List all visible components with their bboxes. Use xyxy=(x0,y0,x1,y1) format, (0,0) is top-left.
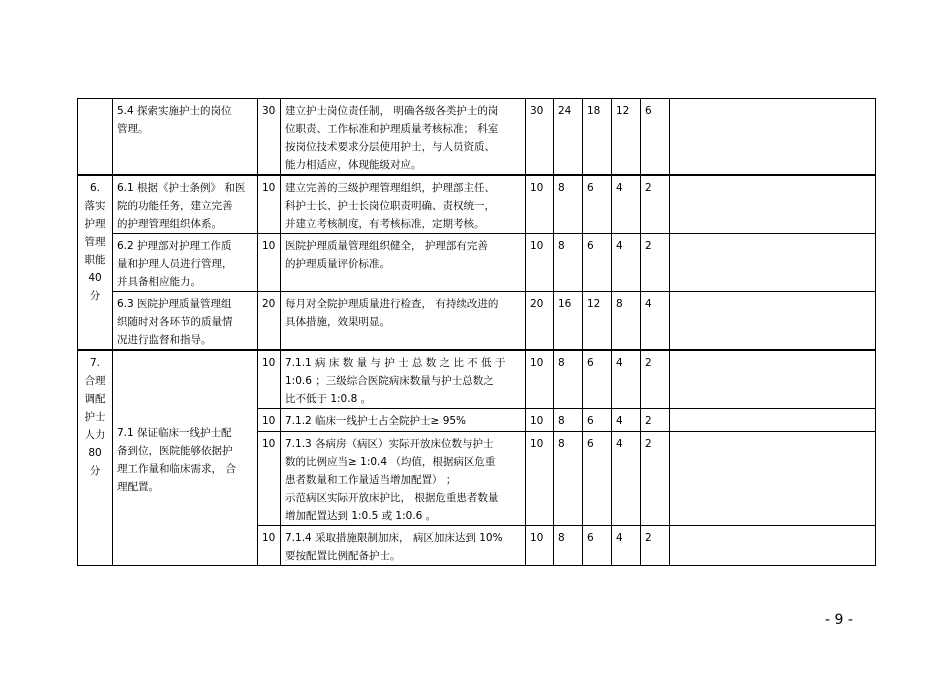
grade-c-cell: 6 xyxy=(583,350,612,409)
grade-a-cell: 10 xyxy=(526,350,554,409)
grade-d-cell: 4 xyxy=(612,432,641,526)
standard-cell: 每月对全院护理质量进行检查， 有持续改进的 具体措施，效果明显。 xyxy=(281,292,526,351)
grade-a-cell: 30 xyxy=(526,99,554,176)
grade-d-cell: 12 xyxy=(612,99,641,176)
grade-d-cell: 4 xyxy=(612,526,641,566)
scoring-table xyxy=(77,98,876,566)
grade-b-cell: 16 xyxy=(554,292,583,351)
grade-e-cell: 4 xyxy=(641,292,670,351)
grade-e-cell: 2 xyxy=(641,526,670,566)
grade-e-cell: 2 xyxy=(641,409,670,432)
grade-c-cell: 6 xyxy=(583,234,612,292)
grade-b-cell: 8 xyxy=(554,350,583,409)
grade-d-cell: 4 xyxy=(612,350,641,409)
grade-d-cell: 4 xyxy=(612,409,641,432)
grade-e-cell: 6 xyxy=(641,99,670,176)
remarks-cell xyxy=(670,432,876,526)
grade-d-cell: 4 xyxy=(612,175,641,234)
points-cell: 10 xyxy=(258,234,281,292)
grade-e-cell: 2 xyxy=(641,175,670,234)
grade-a-cell: 10 xyxy=(526,409,554,432)
points-cell: 10 xyxy=(258,526,281,566)
grade-d-cell: 8 xyxy=(612,292,641,351)
table-row xyxy=(78,350,876,409)
grade-c-cell: 6 xyxy=(583,526,612,566)
category-7-cell: 7. 合理 调配 护士 人力 80 分 xyxy=(78,350,113,566)
grade-d-cell: 4 xyxy=(612,234,641,292)
standard-cell: 建立完善的三级护理管理组织，护理部主任、 科护士长、护士长岗位职责明确、责权统一， 并建立考核制度，有考核标准，定期考核。 xyxy=(281,175,526,234)
category-cell xyxy=(78,99,113,176)
standard-cell: 7.1.1 病 床 数 量 与 护 士 总 数 之 比 不 低 于 1:0.6 ；三级综合医院病床数量与护士总数之 比不低于 1:0.8 。 xyxy=(281,350,526,409)
grade-a-cell: 10 xyxy=(526,432,554,526)
remarks-cell xyxy=(670,526,876,566)
table-row xyxy=(78,99,876,176)
remarks-cell xyxy=(670,175,876,234)
grade-a-cell: 10 xyxy=(526,175,554,234)
grade-e-cell: 2 xyxy=(641,432,670,526)
table-row xyxy=(78,292,876,351)
remarks-cell xyxy=(670,292,876,351)
page-number: - 9 - xyxy=(825,612,853,628)
standard-cell: 建立护士岗位责任制， 明确各级各类护士的岗 位职责、工作标准和护理质量考核标准； 科室 按岗位技术要求分层使用护士，与人员资质、 能力相适应，体现能级对应。 xyxy=(281,99,526,176)
grade-a-cell: 10 xyxy=(526,234,554,292)
remarks-cell xyxy=(670,409,876,432)
grade-e-cell: 2 xyxy=(641,350,670,409)
grade-a-cell: 20 xyxy=(526,292,554,351)
standard-cell: 7.1.3 各病房（病区）实际开放床位数与护士 数的比例应当≥ 1:0.4 （均值，根据病区危重 患者数量和工作量适当增加配置） ； 示范病区实际开放床护比， 根据危重患者数量 增加配置达到 1:0.5 或 1:0.6 。 xyxy=(281,432,526,526)
grade-b-cell: 8 xyxy=(554,526,583,566)
grade-b-cell: 24 xyxy=(554,99,583,176)
item-7-1-cell: 7.1 保证临床一线护士配 备到位，医院能够依据护 理工作量和临床需求， 合 理配置。 xyxy=(113,350,258,566)
grade-c-cell: 12 xyxy=(583,292,612,351)
grade-b-cell: 8 xyxy=(554,409,583,432)
remarks-cell xyxy=(670,234,876,292)
points-cell: 10 xyxy=(258,350,281,409)
points-cell: 10 xyxy=(258,432,281,526)
grade-c-cell: 6 xyxy=(583,175,612,234)
points-cell: 10 xyxy=(258,175,281,234)
grade-c-cell: 6 xyxy=(583,432,612,526)
grade-a-cell: 10 xyxy=(526,526,554,566)
points-cell: 20 xyxy=(258,292,281,351)
grade-b-cell: 8 xyxy=(554,175,583,234)
remarks-cell xyxy=(670,99,876,176)
standard-cell: 7.1.4 采取措施限制加床， 病区加床达到 10% 要按配置比例配备护士。 xyxy=(281,526,526,566)
remarks-cell xyxy=(670,350,876,409)
grade-e-cell: 2 xyxy=(641,234,670,292)
table-row xyxy=(78,175,876,234)
points-cell: 30 xyxy=(258,99,281,176)
grade-c-cell: 6 xyxy=(583,409,612,432)
standard-cell: 7.1.2 临床一线护士占全院护士≥ 95% xyxy=(281,409,526,432)
item-cell: 6.2 护理部对护理工作质 量和护理人员进行管理， 并具备相应能力。 xyxy=(113,234,258,292)
standard-cell: 医院护理质量管理组织健全， 护理部有完善 的护理质量评价标准。 xyxy=(281,234,526,292)
table-row xyxy=(78,234,876,292)
grade-b-cell: 8 xyxy=(554,432,583,526)
grade-b-cell: 8 xyxy=(554,234,583,292)
grade-c-cell: 18 xyxy=(583,99,612,176)
item-cell: 6.1 根据《护士条例》 和医 院的功能任务，建立完善 的护理管理组织体系。 xyxy=(113,175,258,234)
category-6-cell: 6. 落实 护理 管理 职能 40 分 xyxy=(78,175,113,350)
item-cell: 5.4 探索实施护士的岗位 管理。 xyxy=(113,99,258,176)
item-cell: 6.3 医院护理质量管理组 织随时对各环节的质量情 况进行监督和指导。 xyxy=(113,292,258,351)
points-cell: 10 xyxy=(258,409,281,432)
